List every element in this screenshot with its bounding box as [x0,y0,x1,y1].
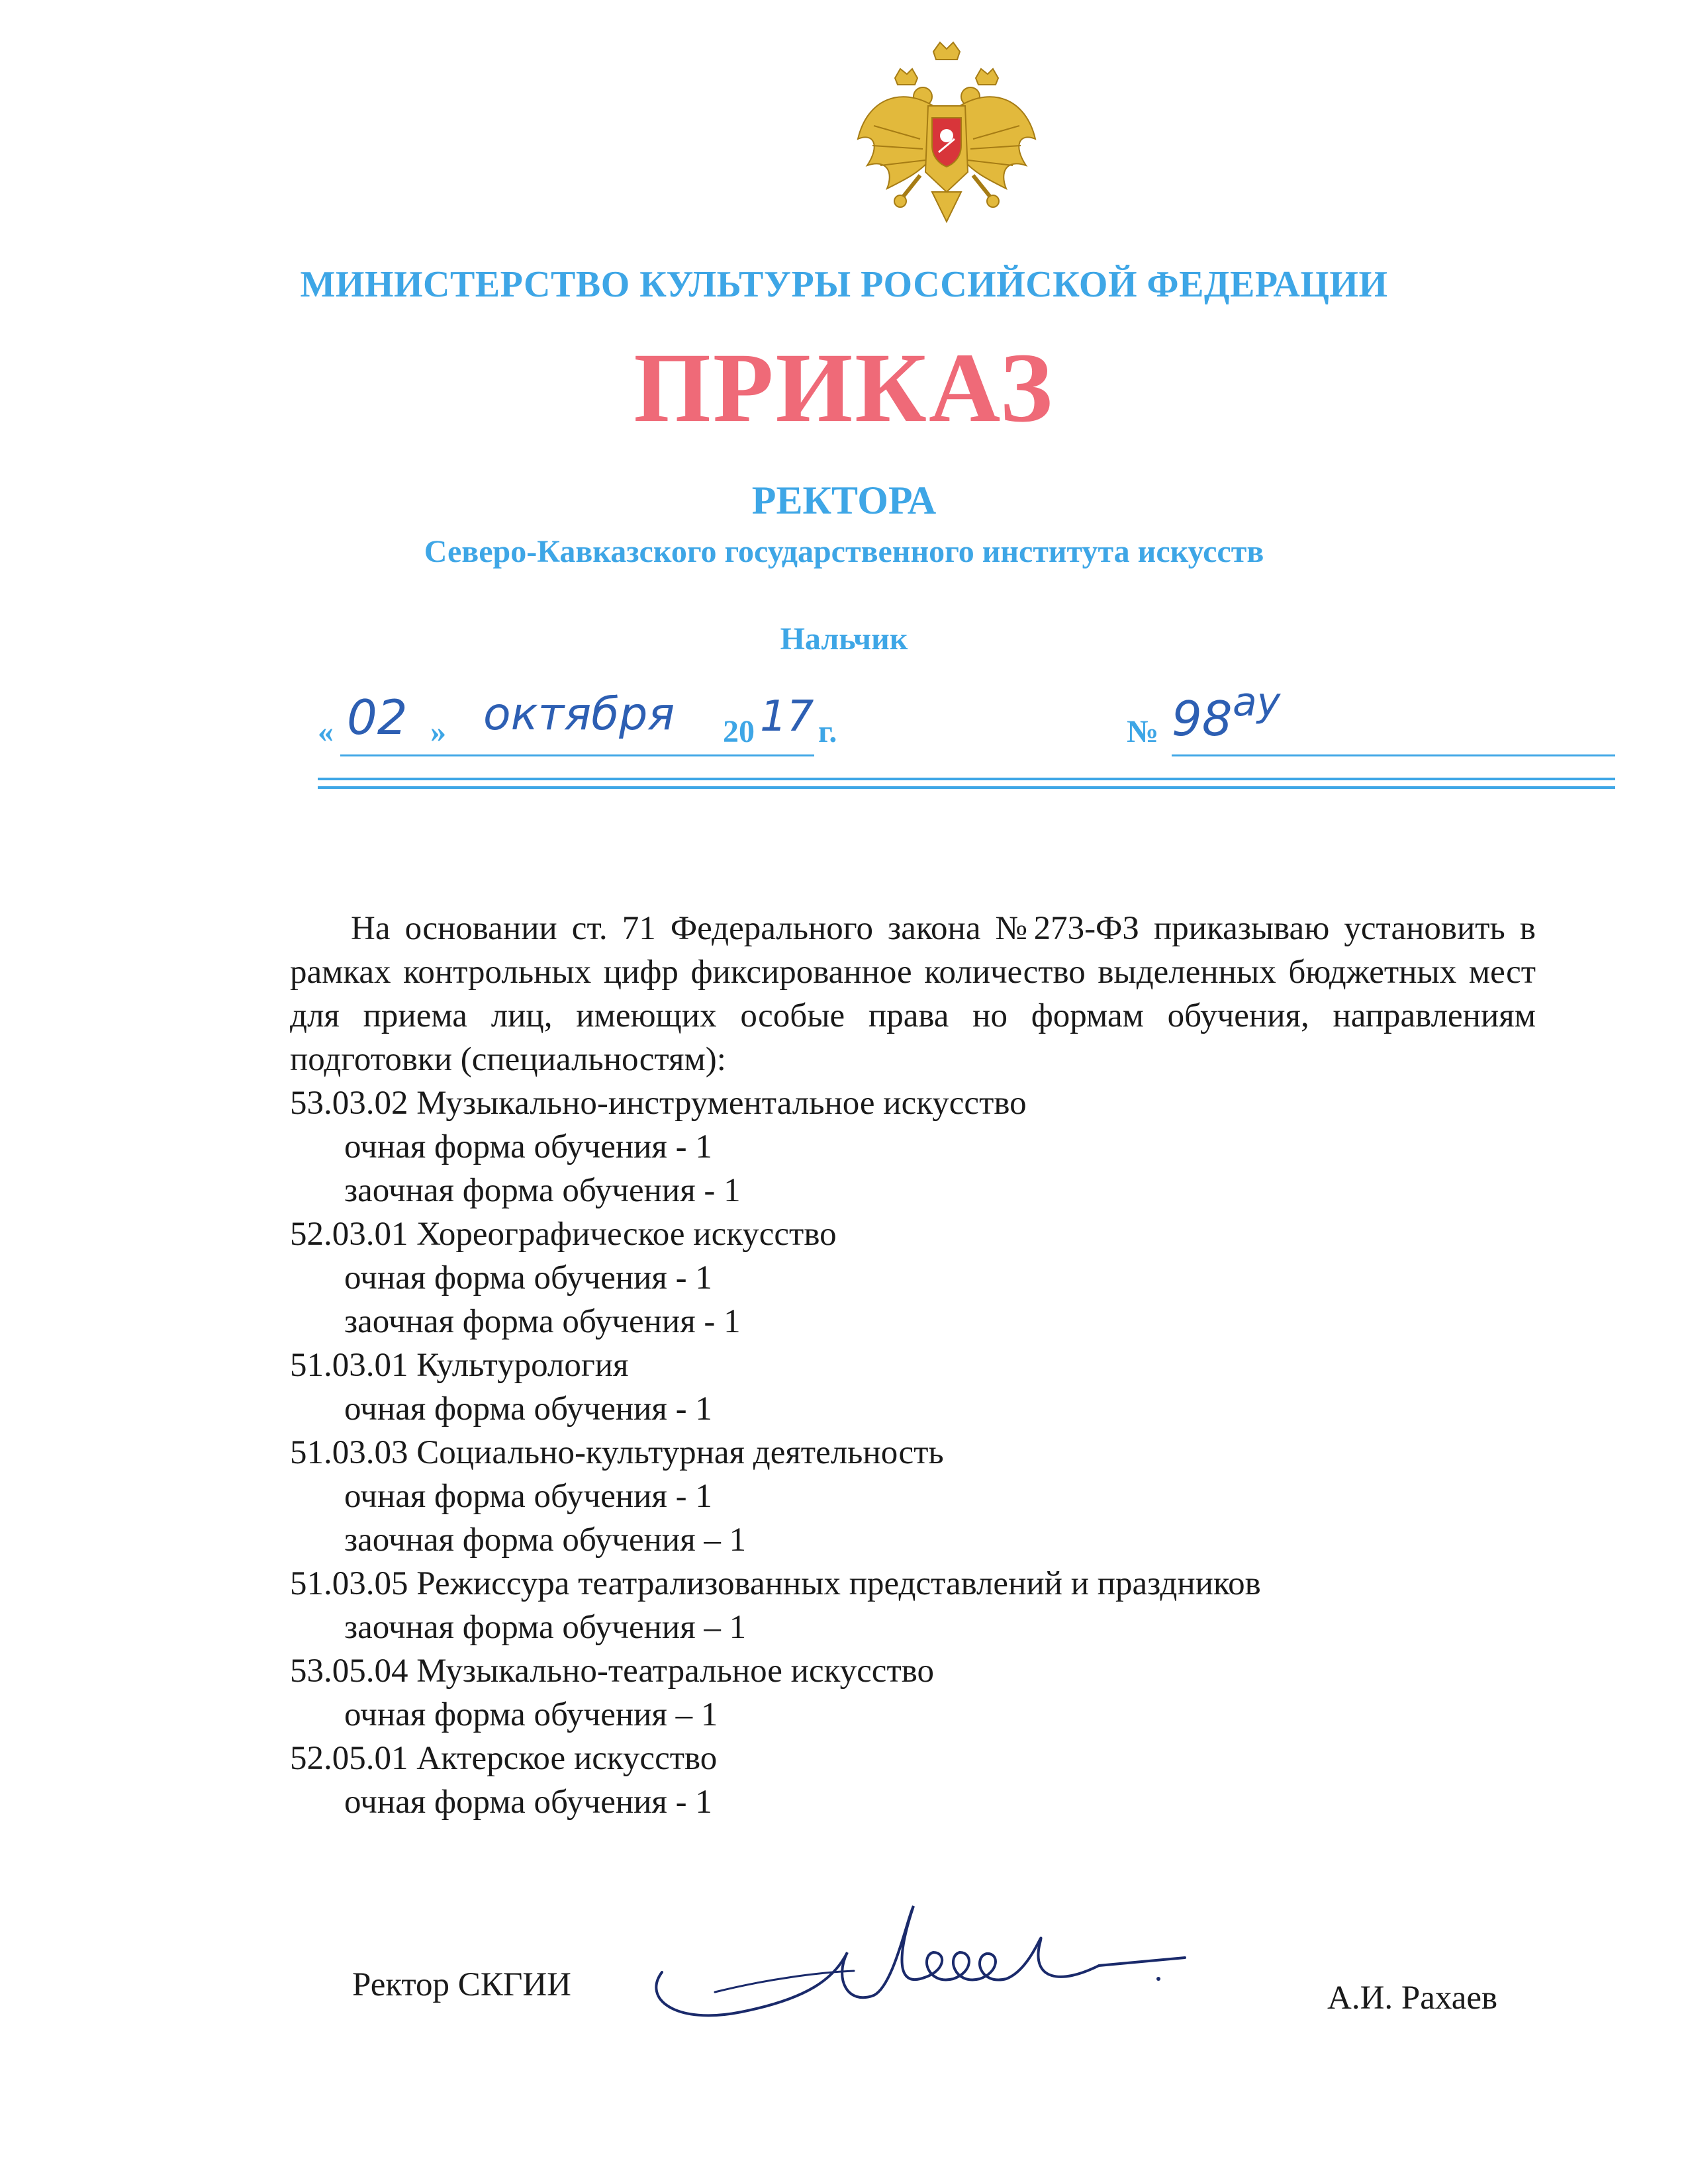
header-divider-top [318,778,1615,780]
date-year-suffix: 17 [760,692,814,741]
specialty-item [290,1562,1536,1649]
handwritten-signature [635,1880,1231,2038]
number-suffix: ау [1233,679,1281,725]
ministry-title: МИНИСТЕРСТВО КУЛЬТУРЫ РОССИЙСКОЙ ФЕДЕРАЦИИ [300,264,1388,305]
institute-name: Северо-Кавказского государственного института искусств [424,534,1264,569]
specialty-title: 53.03.02 Музыкально-инструментальное искусство [290,1085,1027,1122]
date-year-unit: г. [818,714,837,749]
order-intro: На основании ст. 71 Федерального закона №273-ФЗ приказываю установить в рамках контрольных цифр фиксированное количество выделенных бюджетных мест для приема лиц, имеющих особые права но формам обучения, направлениям подготовки (специальностям): [290,910,1536,1078]
study-form: очная форма обучения - 1 [344,1390,712,1428]
study-form: заочная форма обучения - 1 [344,1303,741,1340]
date-close-quote: » [430,714,446,749]
specialty-item [290,1737,1536,1824]
coat-of-arms-icon [854,40,1039,232]
document-type: ПРИКАЗ [633,333,1055,443]
specialty-item [290,1649,1536,1737]
study-form: очная форма обучения - 1 [344,1259,712,1297]
date-day: 02 [347,690,408,745]
specialty-title: 52.05.01 Актерское искусство [290,1740,718,1777]
specialty-title: 53.05.04 Музыкально-театральное искусство [290,1653,934,1690]
study-form: заочная форма обучения – 1 [344,1522,747,1559]
issuer-title: РЕКТОРА [751,478,937,522]
header-divider-bottom [318,786,1615,789]
specialty-item [290,1081,1536,1212]
number-underline [1172,754,1615,756]
city-name: Нальчик [780,621,908,657]
date-year-prefix: 20 [723,714,755,749]
date-open-quote: « [318,714,334,749]
date-month: октября [483,688,675,741]
specialty-title: 51.03.05 Режиссура театрализованных представлений и праздников [290,1565,1261,1602]
specialty-item [290,1212,1536,1343]
study-form: очная форма обучения - 1 [344,1784,712,1821]
specialty-title: 51.03.01 Культурология [290,1347,629,1384]
order-body [290,907,1536,1824]
specialty-title: 51.03.03 Социально-культурная деятельность [290,1434,944,1471]
specialty-item [290,1431,1536,1562]
specialty-item [290,1343,1536,1431]
study-form: очная форма обучения – 1 [344,1696,718,1733]
specialty-title: 52.03.01 Хореографическое искусство [290,1216,837,1253]
signer-position: Ректор СКГИИ [352,1966,571,2003]
number-value: 98 [1172,691,1233,747]
number-label: № [1127,714,1159,749]
study-form: заочная форма обучения – 1 [344,1609,747,1646]
date-underline [340,754,814,756]
study-form: очная форма обучения - 1 [344,1478,712,1515]
study-form: заочная форма обучения - 1 [344,1172,741,1209]
study-form: очная форма обучения - 1 [344,1128,712,1165]
date-number-row [318,679,1615,761]
signer-name: А.И. Рахаев [1327,1979,1498,2017]
